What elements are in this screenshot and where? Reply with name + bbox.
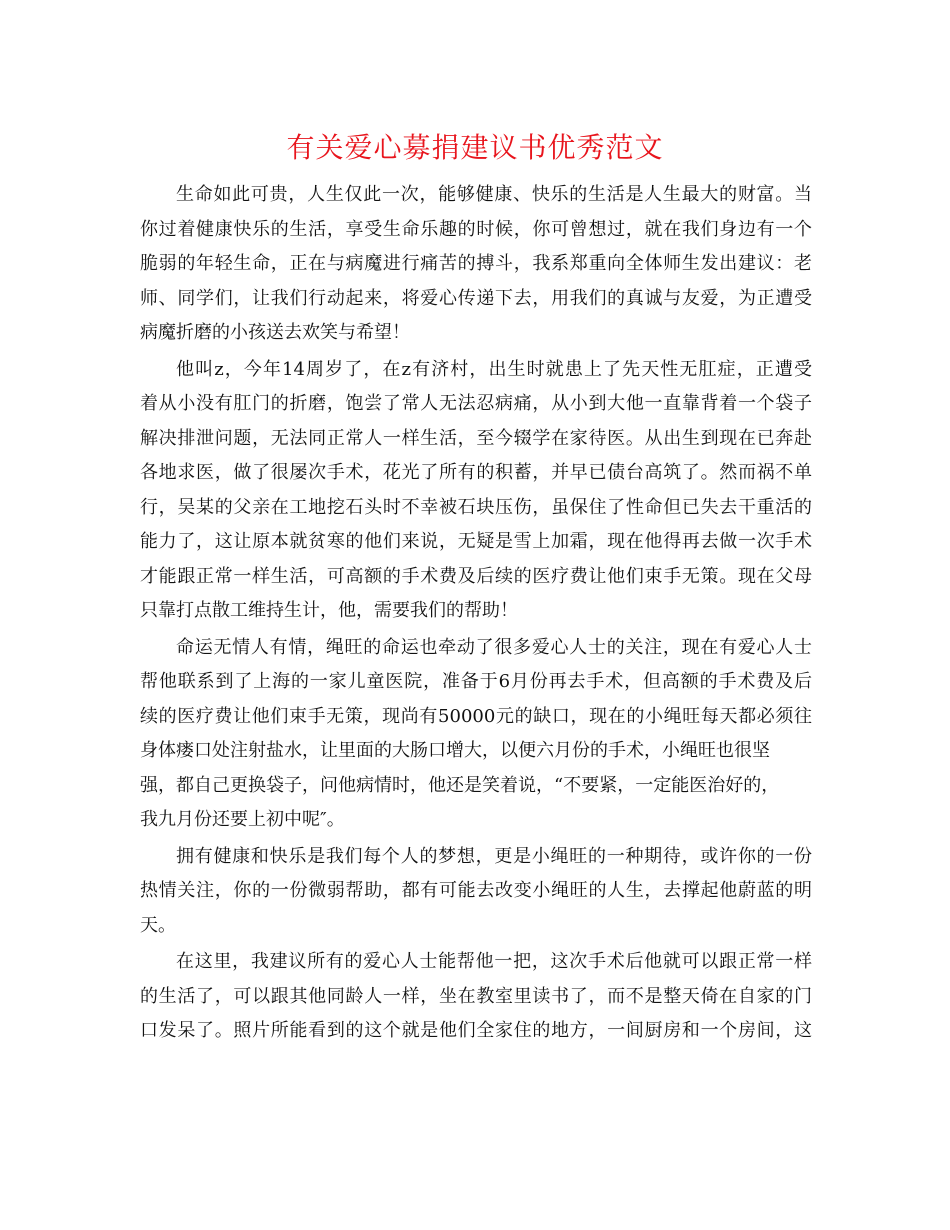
text-line: 只靠打点散工维持生计，他，需要我们的帮助！ <box>140 600 518 621</box>
text-line: 身体瘘口处注射盐水，让里面的大肠口增大，以便六月份的手术，小绳旺也很坚 <box>140 740 770 761</box>
text-line: 才能跟正常一样生活，可高额的手术费及后续的医疗费让他们束手无策。现在父母 <box>140 565 812 587</box>
paragraph-1 <box>140 178 812 351</box>
text-line: 的生活了，可以跟其他同龄人一样，坐在教室里读书了，而不是整天倚在自家的门 <box>140 985 812 1007</box>
document-body <box>140 178 812 1051</box>
paragraph-4 <box>140 840 812 944</box>
text-line: 续的医疗费让他们束手无策，现尚有50000元的缺口，现在的小绳旺每天都必须往 <box>140 705 812 727</box>
text-line: 热情关注，你的一份微弱帮助，都有可能去改变小绳旺的人生，去撑起他蔚蓝的明 <box>140 880 812 901</box>
text-line: 着从小没有肛门的折磨，饱尝了常人无法忍病痛，从小到大他一直靠背着一个袋子 <box>140 393 812 414</box>
paragraph-5 <box>140 945 812 1049</box>
text-line: 命运无情人有情，绳旺的命运也牵动了很多爱心人士的关注，现在有爱心人士 <box>176 636 812 658</box>
paragraph-2 <box>140 353 812 629</box>
text-line: 师、同学们，让我们行动起来，将爱心传递下去，用我们的真诚与友爱，为正遭受 <box>140 287 812 309</box>
text-line: 拥有健康和快乐是我们每个人的梦想，更是小绳旺的一种期待，或许你的一份 <box>176 845 812 867</box>
text-line: 我九月份还要上初中呢″。 <box>140 809 345 830</box>
text-line: 解决排泄问题，无法同正常人一样生活，至今辍学在家待医。从出生到现在已奔赴 <box>140 427 812 449</box>
text-line: 天。 <box>140 914 176 936</box>
text-line: 你过着健康快乐的生活，享受生命乐趣的时候，你可曾想过，就在我们身边有一个 <box>140 218 812 240</box>
text-line: 生命如此可贵，人生仅此一次，能够健康、快乐的生活是人生最大的财富。当 <box>176 184 812 205</box>
text-line: 能力了，这让原本就贫寒的他们来说，无疑是雪上加霜，现在他得再去做一次手术 <box>140 531 812 552</box>
paragraph-3 <box>140 631 812 838</box>
text-line: 在这里，我建议所有的爱心人士能帮他一把，这次手术后他就可以跟正常一样 <box>176 951 812 972</box>
text-line: 各地求医，做了很屡次手术，花光了所有的积蓄，并早已债台高筑了。然而祸不单 <box>140 462 812 483</box>
text-line: 病魔折磨的小孩送去欢笑与希望！ <box>140 322 410 343</box>
document-title: 有关爱心募捐建议书优秀范文 <box>286 131 664 164</box>
text-line: 行，吴某的父亲在工地挖石头时不幸被石块压伤，虽保住了性命但已失去干重活的 <box>140 496 812 518</box>
text-line: 强，都自己更换袋子，问他病情时，他还是笑着说，“不要紧，一定能医治好的， <box>140 774 780 796</box>
text-line: 脆弱的年轻生命，正在与病魔进行痛苦的搏斗，我系郑重向全体师生发出建议：老 <box>140 253 812 274</box>
text-line: 他叫z，今年14周岁了，在z有济村，出生时就患上了先天性无肛症，正遭受 <box>176 358 812 380</box>
text-line: 帮他联系到了上海的一家儿童医院，准备于6月份再去手术，但高额的手术费及后 <box>140 671 812 692</box>
text-line: 口发呆了。照片所能看到的这个就是他们全家住的地方，一间厨房和一个房间，这 <box>140 1020 812 1041</box>
